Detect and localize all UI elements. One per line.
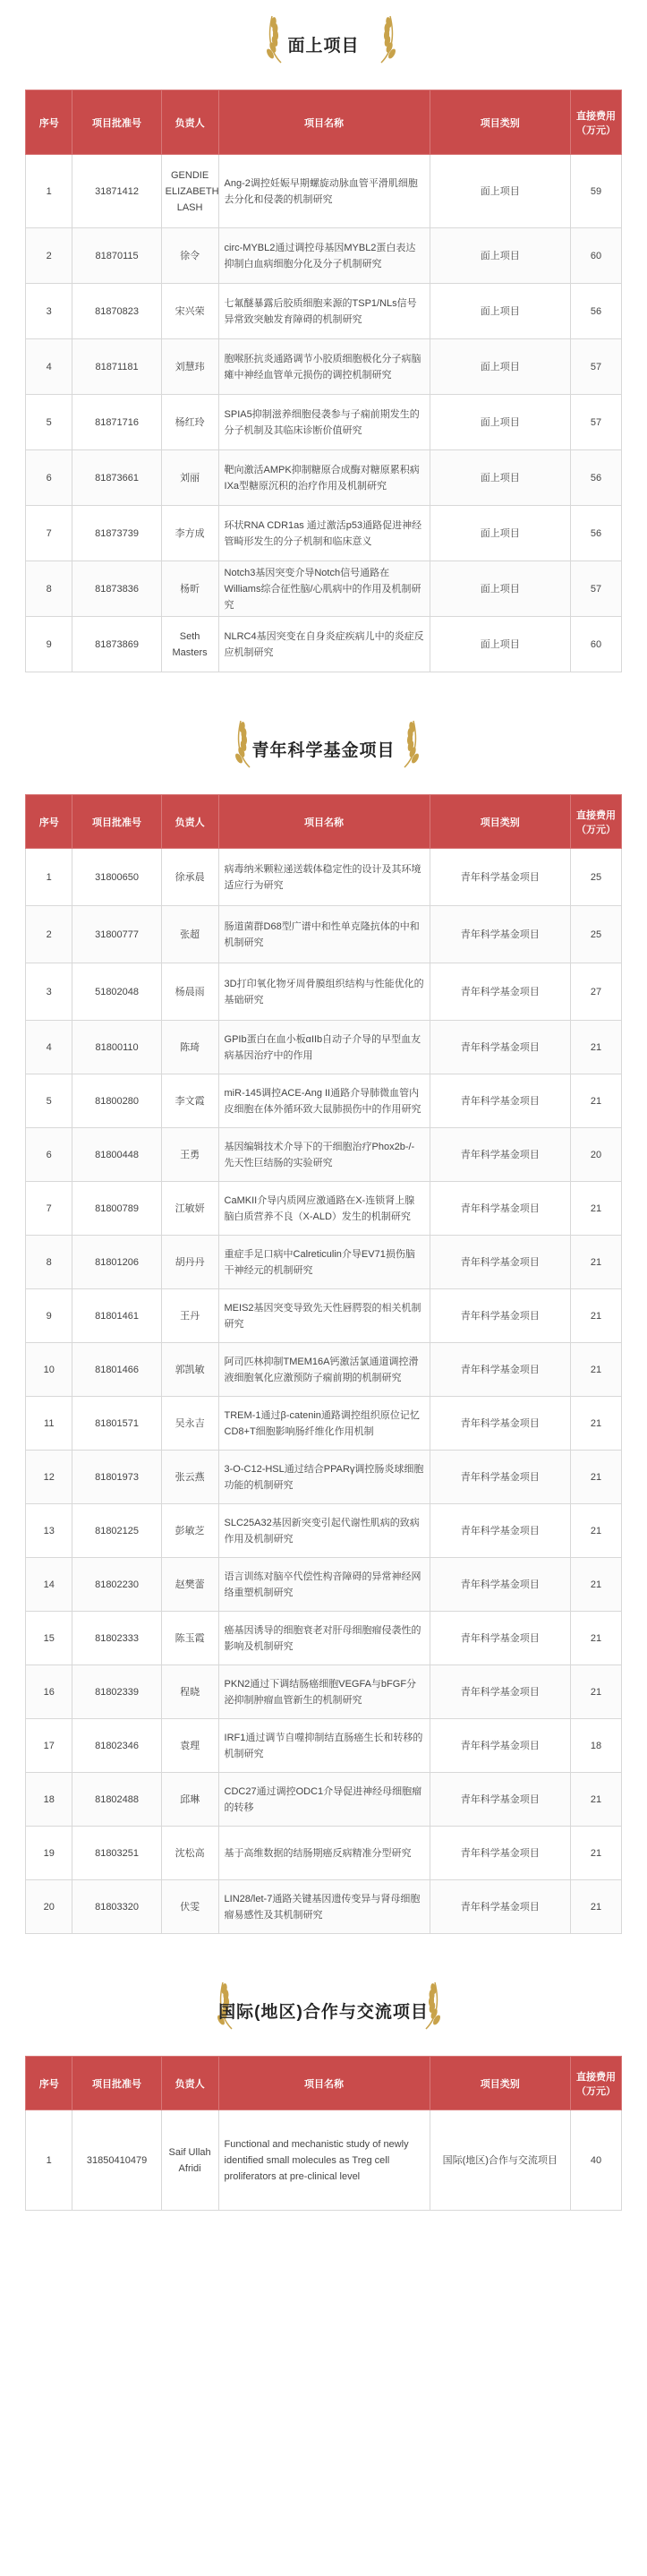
table-row [26,1558,622,1612]
cell-category: 青年科学基金项目 [430,1504,570,1558]
cell-principal: 吴永吉 [161,1397,218,1451]
cell-approval-no: 81800280 [72,1074,161,1128]
cell-project-name: Functional and mechanistic study of newly identified small molecules as Treg cell proliferators at pre-clinical level [218,2110,430,2211]
cell-project-name: 胞喉胚抗炎通路调节小胶质细胞极化分子病脑瘫中神经血管单元损伤的调控机制研究 [218,339,430,395]
cell-project-name: Ang-2调控妊娠早期螺旋动脉血管平滑肌细胞去分化和侵袭的机制研究 [218,155,430,228]
cell-principal: 陈玉霞 [161,1612,218,1665]
cell-category: 面上项目 [430,617,570,672]
section-title: 青年科学基金项目 [251,741,396,760]
section-title-area [0,0,647,90]
cell-category: 青年科学基金项目 [430,1182,570,1236]
table-row [26,1665,622,1719]
cell-approval-no: 31871412 [72,155,161,228]
project-table [25,90,622,672]
cell-project-name: 环状RNA CDR1as 通过激活p53通路促进神经管畸形发生的分子机制和临床意义 [218,506,430,561]
table-row [26,450,622,506]
cell-index: 12 [26,1451,72,1504]
cell-category: 青年科学基金项目 [430,1719,570,1773]
cell-project-name: 七氟醚暴露后胶质细胞来源的TSP1/NLs信号异常致突触发育障碍的机制研究 [218,284,430,339]
cell-approval-no: 81802125 [72,1504,161,1558]
table-row [26,1504,622,1558]
cell-principal: 李方成 [161,506,218,561]
cell-project-name: 癌基因诱导的细胞衰老对肝母细胞瘤侵袭性的影响及机制研究 [218,1612,430,1665]
table-row [26,849,622,906]
cell-index: 9 [26,1289,72,1343]
table-row [26,1451,622,1504]
column-header: 序号 [26,90,72,155]
cell-funding: 60 [570,228,621,284]
table-row [26,339,622,395]
column-header: 序号 [26,795,72,849]
cell-funding: 57 [570,339,621,395]
cell-funding: 21 [570,1612,621,1665]
cell-funding: 18 [570,1719,621,1773]
table-row [26,1719,622,1773]
table-row [26,1773,622,1827]
column-header: 序号 [26,2057,72,2110]
cell-index: 2 [26,228,72,284]
table-row [26,155,622,228]
cell-approval-no: 31800650 [72,849,161,906]
cell-principal: GENDIE ELIZABETH LASH [161,155,218,228]
cell-funding: 21 [570,1665,621,1719]
column-header: 直接费用（万元） [570,90,621,155]
cell-project-name: PKN2通过下调结肠癌细胞VEGFA与bFGF分泌抑制肿瘤血管新生的机制研究 [218,1665,430,1719]
cell-category: 面上项目 [430,506,570,561]
column-header: 项目类别 [430,795,570,849]
cell-index: 11 [26,1397,72,1451]
cell-funding: 27 [570,963,621,1021]
cell-approval-no: 51802048 [72,963,161,1021]
project-table [25,2056,622,2211]
cell-project-name: 肠道菌群D68型广谱中和性单克隆抗体的中和机制研究 [218,906,430,963]
cell-category: 青年科学基金项目 [430,1773,570,1827]
cell-funding: 21 [570,1504,621,1558]
column-header: 项目批准号 [72,795,161,849]
cell-index: 1 [26,2110,72,2211]
cell-category: 青年科学基金项目 [430,1074,570,1128]
cell-funding: 57 [570,395,621,450]
column-header: 负责人 [161,90,218,155]
cell-index: 5 [26,1074,72,1128]
cell-funding: 21 [570,1343,621,1397]
table-row [26,561,622,617]
cell-funding: 25 [570,906,621,963]
cell-project-name: 语言训练对脑卒代偿性构音障碍的异常神经网络重塑机制研究 [218,1558,430,1612]
cell-approval-no: 31850410479 [72,2110,161,2211]
cell-approval-no: 81802346 [72,1719,161,1773]
section-title: 国际(地区)合作与交流项目 [218,2003,429,2022]
cell-principal: 张超 [161,906,218,963]
cell-principal: 杨红玲 [161,395,218,450]
column-header: 直接费用（万元） [570,795,621,849]
cell-category: 青年科学基金项目 [430,1612,570,1665]
table-row [26,284,622,339]
cell-index: 8 [26,1236,72,1289]
cell-principal: 赵樊蕾 [161,1558,218,1612]
column-header: 项目类别 [430,90,570,155]
cell-funding: 40 [570,2110,621,2211]
cell-approval-no: 81803251 [72,1827,161,1880]
project-table [25,794,622,1934]
table-row [26,617,622,672]
cell-principal: Seth Masters [161,617,218,672]
cell-index: 7 [26,1182,72,1236]
cell-funding: 21 [570,1558,621,1612]
cell-project-name: 靶向激活AMPK抑制糖原合成酶对糖原累积病IXa型糖原沉积的治疗作用及机制研究 [218,450,430,506]
cell-principal: 杨晨雨 [161,963,218,1021]
section-1 [0,705,647,1966]
cell-approval-no: 81801571 [72,1397,161,1451]
cell-index: 1 [26,155,72,228]
cell-category: 面上项目 [430,228,570,284]
cell-principal: 徐承晨 [161,849,218,906]
cell-category: 青年科学基金项目 [430,1021,570,1074]
cell-principal: 彭敏芝 [161,1504,218,1558]
table-row [26,395,622,450]
cell-principal: 王丹 [161,1289,218,1343]
cell-funding: 59 [570,155,621,228]
section-0 [0,0,647,705]
cell-index: 5 [26,395,72,450]
cell-index: 19 [26,1827,72,1880]
cell-category: 青年科学基金项目 [430,1289,570,1343]
cell-index: 9 [26,617,72,672]
table-row [26,506,622,561]
cell-funding: 21 [570,1397,621,1451]
cell-funding: 60 [570,617,621,672]
cell-project-name: IRF1通过调节自噬抑制结直肠癌生长和转移的机制研究 [218,1719,430,1773]
cell-project-name: 阿司匹林抑制TMEM16A钙激活氯通道调控滑液细胞氧化应激预防子痫前期的机制研究 [218,1343,430,1397]
cell-funding: 25 [570,849,621,906]
cell-index: 14 [26,1558,72,1612]
table-row [26,1343,622,1397]
cell-approval-no: 81873836 [72,561,161,617]
cell-category: 青年科学基金项目 [430,1880,570,1934]
table-row [26,1289,622,1343]
cell-principal: 王勇 [161,1128,218,1182]
table-row [26,963,622,1021]
cell-funding: 21 [570,1074,621,1128]
cell-principal: 宋兴荣 [161,284,218,339]
cell-category: 青年科学基金项目 [430,1397,570,1451]
column-header: 项目名称 [218,90,430,155]
cell-index: 3 [26,284,72,339]
cell-index: 13 [26,1504,72,1558]
cell-funding: 56 [570,284,621,339]
column-header: 直接费用（万元） [570,2057,621,2110]
cell-index: 7 [26,506,72,561]
cell-approval-no: 81873869 [72,617,161,672]
cell-index: 4 [26,1021,72,1074]
table-row [26,228,622,284]
cell-funding: 21 [570,1021,621,1074]
table-row [26,1074,622,1128]
cell-funding: 56 [570,450,621,506]
cell-funding: 57 [570,561,621,617]
cell-category: 青年科学基金项目 [430,1827,570,1880]
laurel-right-icon [376,11,403,69]
cell-project-name: miR-145调控ACE-Ang II通路介导肺微血管内皮细胞在体外循环致大鼠肺损伤中的作用研究 [218,1074,430,1128]
cell-index: 6 [26,450,72,506]
table-row [26,1128,622,1182]
table-row [26,1182,622,1236]
cell-category: 面上项目 [430,155,570,228]
cell-project-name: SLC25A32基因新突变引起代谢性肌病的致病作用及机制研究 [218,1504,430,1558]
cell-category: 青年科学基金项目 [430,1236,570,1289]
cell-index: 3 [26,963,72,1021]
cell-principal: 江敏妍 [161,1182,218,1236]
cell-category: 青年科学基金项目 [430,1665,570,1719]
cell-funding: 21 [570,1182,621,1236]
cell-project-name: GPIb蛋白在血小板αIIb自动子介导的早型血友病基因治疗中的作用 [218,1021,430,1074]
column-header: 项目批准号 [72,2057,161,2110]
cell-approval-no: 81800110 [72,1021,161,1074]
cell-approval-no: 81801206 [72,1236,161,1289]
cell-approval-no: 81802230 [72,1558,161,1612]
cell-category: 青年科学基金项目 [430,1451,570,1504]
column-header: 负责人 [161,2057,218,2110]
table-row [26,1612,622,1665]
cell-index: 16 [26,1665,72,1719]
cell-funding: 21 [570,1451,621,1504]
table-row [26,2110,622,2211]
cell-approval-no: 31800777 [72,906,161,963]
cell-funding: 20 [570,1128,621,1182]
cell-index: 8 [26,561,72,617]
cell-approval-no: 81871181 [72,339,161,395]
cell-project-name: SPIA5抑制滋养细胞侵袭参与子痫前期发生的分子机制及其临床诊断价值研究 [218,395,430,450]
cell-approval-no: 81801973 [72,1451,161,1504]
cell-category: 面上项目 [430,450,570,506]
cell-funding: 21 [570,1289,621,1343]
cell-project-name: TREM-1通过β-catenin通路调控组织原位记忆CD8+T细胞影响肠纤维化作用机制 [218,1397,430,1451]
cell-index: 17 [26,1719,72,1773]
cell-category: 面上项目 [430,339,570,395]
cell-funding: 21 [570,1773,621,1827]
cell-approval-no: 81870823 [72,284,161,339]
cell-project-name: 重症手足口病中Calreticulin介导EV71损伤脑干神经元的机制研究 [218,1236,430,1289]
cell-category: 青年科学基金项目 [430,1343,570,1397]
cell-approval-no: 81873739 [72,506,161,561]
table-row [26,1827,622,1880]
table-row [26,1236,622,1289]
cell-project-name: MEIS2基因突变导致先天性唇腭裂的相关机制研究 [218,1289,430,1343]
cell-approval-no: 81802339 [72,1665,161,1719]
cell-index: 2 [26,906,72,963]
cell-funding: 21 [570,1236,621,1289]
cell-principal: 陈琦 [161,1021,218,1074]
cell-principal: 沈松高 [161,1827,218,1880]
column-header: 项目名称 [218,2057,430,2110]
cell-principal: 杨昕 [161,561,218,617]
cell-index: 4 [26,339,72,395]
cell-principal: 程晓 [161,1665,218,1719]
cell-principal: 邱琳 [161,1773,218,1827]
cell-project-name: 3-O-C12-HSL通过结合PPARγ调控肠炎球细胞功能的机制研究 [218,1451,430,1504]
cell-category: 面上项目 [430,284,570,339]
cell-category: 面上项目 [430,395,570,450]
cell-approval-no: 81802488 [72,1773,161,1827]
cell-approval-no: 81802333 [72,1612,161,1665]
cell-index: 6 [26,1128,72,1182]
cell-project-name: CDC27通过调控ODC1介导促进神经母细胞瘤的转移 [218,1773,430,1827]
cell-principal: Saif Ullah Afridi [161,2110,218,2211]
cell-index: 1 [26,849,72,906]
cell-category: 青年科学基金项目 [430,906,570,963]
cell-principal: 徐令 [161,228,218,284]
cell-project-name: 基于高维数据的结肠期癌反病精准分型研究 [218,1827,430,1880]
table-row [26,1397,622,1451]
cell-approval-no: 81873661 [72,450,161,506]
cell-funding: 21 [570,1827,621,1880]
section-title-area [0,1966,647,2056]
cell-project-name: 病毒纳米颗粒递送载体稳定性的设计及其环境适应行为研究 [218,849,430,906]
cell-project-name: CaMKII介导内质网应激通路在X-连锁肾上腺脑白质营养不良（X-ALD）发生的机制研究 [218,1182,430,1236]
cell-principal: 刘慧玮 [161,339,218,395]
cell-category: 青年科学基金项目 [430,963,570,1021]
cell-approval-no: 81801461 [72,1289,161,1343]
cell-principal: 刘丽 [161,450,218,506]
cell-approval-no: 81870115 [72,228,161,284]
section-title: 面上项目 [287,37,360,56]
cell-project-name: 3D打印氧化物牙周骨膜组织结构与性能优化的基础研究 [218,963,430,1021]
cell-approval-no: 81803320 [72,1880,161,1934]
cell-category: 青年科学基金项目 [430,1128,570,1182]
column-header: 项目类别 [430,2057,570,2110]
cell-project-name: LIN28/let-7通路关键基因遗传变异与肾母细胞瘤易感性及其机制研究 [218,1880,430,1934]
cell-index: 20 [26,1880,72,1934]
table-row [26,906,622,963]
column-header: 项目名称 [218,795,430,849]
cell-project-name: 基因编辑技术介导下的干细胞治疗Phox2b-/-先天性巨结肠的实验研究 [218,1128,430,1182]
cell-principal: 郭凯敏 [161,1343,218,1397]
cell-index: 10 [26,1343,72,1397]
laurel-right-icon [399,715,426,774]
cell-category: 面上项目 [430,561,570,617]
table-row [26,1880,622,1934]
section-title-area [0,705,647,794]
cell-principal: 伏雯 [161,1880,218,1934]
cell-principal: 张云燕 [161,1451,218,1504]
cell-approval-no: 81801466 [72,1343,161,1397]
cell-funding: 21 [570,1880,621,1934]
cell-funding: 56 [570,506,621,561]
cell-index: 18 [26,1773,72,1827]
cell-principal: 袁理 [161,1719,218,1773]
cell-index: 15 [26,1612,72,1665]
cell-principal: 胡丹丹 [161,1236,218,1289]
table-row [26,1021,622,1074]
cell-principal: 李文霞 [161,1074,218,1128]
column-header: 负责人 [161,795,218,849]
cell-approval-no: 81871716 [72,395,161,450]
cell-project-name: circ-MYBL2通过调控母基因MYBL2蛋白表达抑制白血病细胞分化及分子机制研究 [218,228,430,284]
cell-project-name: NLRC4基因突变在自身炎症疾病儿中的炎症反应机制研究 [218,617,430,672]
cell-category: 青年科学基金项目 [430,1558,570,1612]
section-2 [0,1966,647,2211]
cell-category: 国际(地区)合作与交流项目 [430,2110,570,2211]
laurel-right-icon [421,1977,447,2035]
cell-approval-no: 81800448 [72,1128,161,1182]
cell-project-name: Notch3基因突变介导Notch信号通路在Williams综合征性脑/心肌病中的作用及机制研究 [218,561,430,617]
column-header: 项目批准号 [72,90,161,155]
cell-category: 青年科学基金项目 [430,849,570,906]
cell-approval-no: 81800789 [72,1182,161,1236]
